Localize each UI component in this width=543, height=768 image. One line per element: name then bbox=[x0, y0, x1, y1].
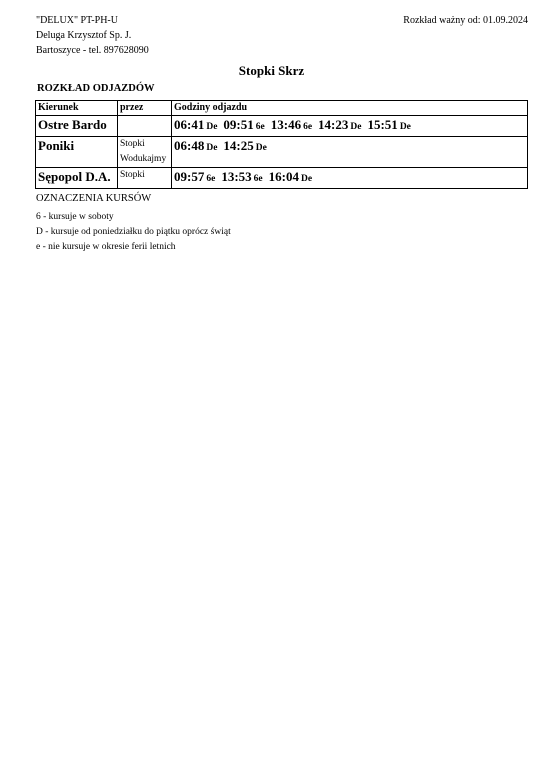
section-title: ROZKŁAD ODJAZDÓW bbox=[37, 83, 155, 94]
legend-item: e - nie kursuje w okresie ferii letnich bbox=[36, 242, 176, 252]
departure bbox=[223, 116, 264, 136]
departure-marks: De bbox=[206, 143, 218, 153]
validity-date: Rozkład ważny od: 01.09.2024 bbox=[403, 15, 528, 26]
table-header-row bbox=[36, 101, 528, 116]
operator-info bbox=[36, 13, 149, 58]
departure-times-cell bbox=[172, 168, 528, 189]
departure bbox=[269, 168, 312, 188]
table-row bbox=[36, 116, 528, 137]
departure-time: 14:23 bbox=[318, 117, 349, 132]
header-via: przez bbox=[118, 101, 172, 116]
legend bbox=[36, 210, 231, 255]
via-cell bbox=[118, 137, 172, 168]
departure-time: 13:46 bbox=[270, 117, 302, 132]
operator-contact: Bartoszyce - tel. 897628090 bbox=[36, 45, 149, 56]
via-cell bbox=[118, 116, 172, 137]
destination-cell: Poniki bbox=[36, 137, 118, 168]
departure bbox=[174, 137, 217, 157]
table-row bbox=[36, 168, 528, 189]
via-cell bbox=[118, 168, 172, 189]
departure-marks: De bbox=[255, 143, 267, 153]
via-stop: Stopki bbox=[120, 170, 145, 180]
operator-name: "DELUX" PT-PH-U bbox=[36, 15, 118, 26]
departure bbox=[271, 116, 312, 136]
departure-time: 14:25 bbox=[223, 138, 254, 153]
departure-time: 15:51 bbox=[367, 117, 398, 132]
departure-times-cell bbox=[172, 116, 528, 137]
legend-title: OZNACZENIA KURSÓW bbox=[36, 193, 152, 204]
departure bbox=[318, 116, 361, 136]
departure-marks: 6e bbox=[253, 174, 263, 184]
departure bbox=[174, 168, 215, 188]
destination-cell: Sępopol D.A. bbox=[36, 168, 118, 189]
departure-marks: De bbox=[350, 122, 362, 132]
stop-name: Stopki Skrz bbox=[238, 63, 305, 78]
legend-item: 6 - kursuje w soboty bbox=[36, 212, 114, 222]
departure-time: 09:51 bbox=[223, 117, 254, 132]
departure-time: 16:04 bbox=[268, 169, 299, 184]
destination-cell: Ostre Bardo bbox=[36, 116, 118, 137]
departure-time: 06:48 bbox=[174, 138, 205, 153]
departure-times-cell bbox=[172, 137, 528, 168]
departure-marks: 6e bbox=[255, 122, 265, 132]
departure-marks: 6e bbox=[303, 122, 313, 132]
departure bbox=[223, 137, 266, 157]
table-row bbox=[36, 137, 528, 168]
departure-marks: De bbox=[206, 122, 218, 132]
legend-item: D - kursuje od poniedziałku do piątku oprócz świąt bbox=[36, 227, 231, 237]
header-times: Godziny odjazdu bbox=[172, 101, 528, 116]
departure bbox=[174, 116, 217, 136]
departure-marks: 6e bbox=[206, 174, 216, 184]
departure bbox=[367, 116, 410, 136]
departure-time: 06:41 bbox=[174, 117, 205, 132]
header-direction: Kierunek bbox=[36, 101, 118, 116]
departure-marks: De bbox=[300, 174, 313, 184]
via-stop: Wodukajmy bbox=[120, 154, 167, 164]
departure-time: 13:53 bbox=[221, 169, 252, 184]
departure-time: 09:57 bbox=[174, 169, 205, 184]
departure bbox=[221, 168, 262, 188]
via-stop: Stopki bbox=[120, 139, 145, 149]
departure-marks: De bbox=[399, 122, 411, 132]
operator-company: Deluga Krzysztof Sp. J. bbox=[36, 30, 132, 41]
departure-table bbox=[35, 100, 528, 189]
